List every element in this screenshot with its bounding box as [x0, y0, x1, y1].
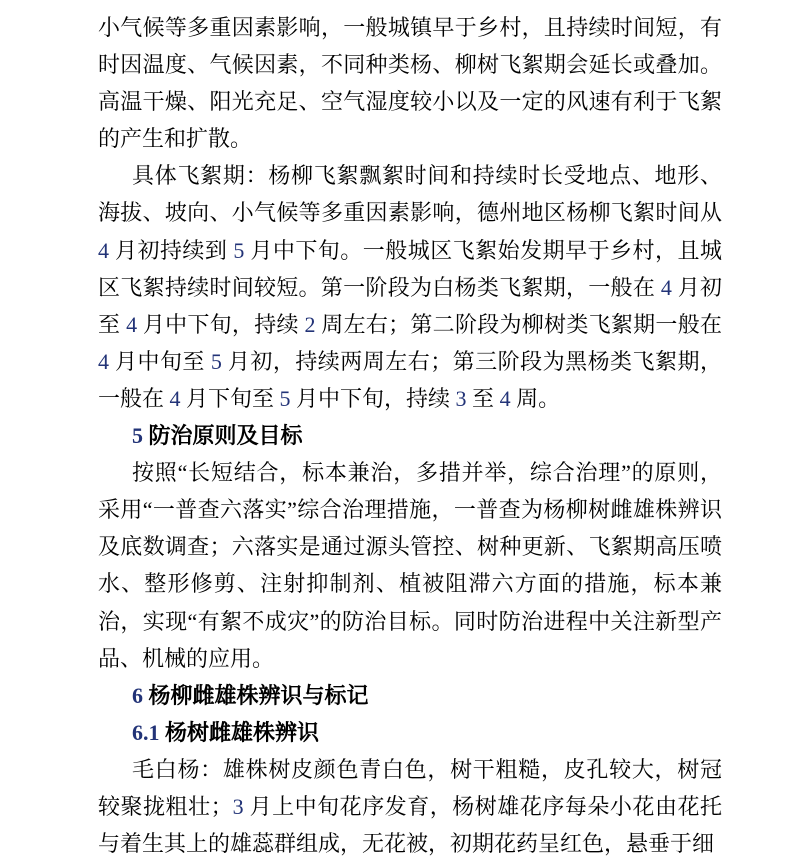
paragraph-control-measures: 按照“长短结合，标本兼治，多措并举，综合治理”的原则，采用“一普查六落实”综合治理措施，一普查为杨柳树雌雄株辨识及底数调查；六落实是通过源头管控、树种更新、飞絮期高压喷水、整形修剪、注射抑制剂、植被阻滞六方面的措施，标本兼治，实现“有絮不成灾”的防治目标。同时防治进程中关注新型产品、机械的应用。: [98, 460, 722, 671]
paragraph-populus-tomentosa-male: 毛白杨：雄株树皮颜色青白色，树干粗糙，皮孔较大，树冠较聚拢粗壮；3 月上中旬花序发育，杨树雄花序每朵小花由花托与着生其上的雄蕊群组成，无花被，初期花药呈红色，悬垂于细: [98, 756, 722, 857]
heading-section-6-identification-marking: 6 杨柳雌雄株辨识与标记: [132, 682, 369, 708]
paragraph-catkin-influence-factors: 小气候等多重因素影响，一般城镇早于乡村，且持续时间短，有时因温度、气候因素，不同种类杨、柳树飞絮期会延长或叠加。高温干燥、阳光充足、空气湿度较小以及一定的风速有利于飞絮的产生和扩散。: [98, 15, 722, 152]
heading-section-6-1-poplar-identification: 6.1 杨树雌雄株辨识: [132, 719, 320, 745]
heading-section-5-control-principles: 5 防治原则及目标: [132, 423, 303, 449]
paragraph-catkin-period-stages: 具体飞絮期：杨柳飞絮飘絮时间和持续时长受地点、地形、海拔、坡向、小气候等多重因素影响，德州地区杨柳飞絮时间从 4 月初持续到 5 月中下旬。一般城区飞絮始发期早于乡村，且城区飞絮持续时间较短。第一阶段为白杨类飞絮期，一般在 4 月初至 4 月中下旬，持续 2 周左右；第二阶段为柳树类飞絮期一般在 4 月中旬至 5 月初，持续两周左右；第三阶段为黑杨类飞絮期，一般在 4 月下旬至 5 月中下旬，持续 3 至 4 周。: [98, 163, 722, 411]
